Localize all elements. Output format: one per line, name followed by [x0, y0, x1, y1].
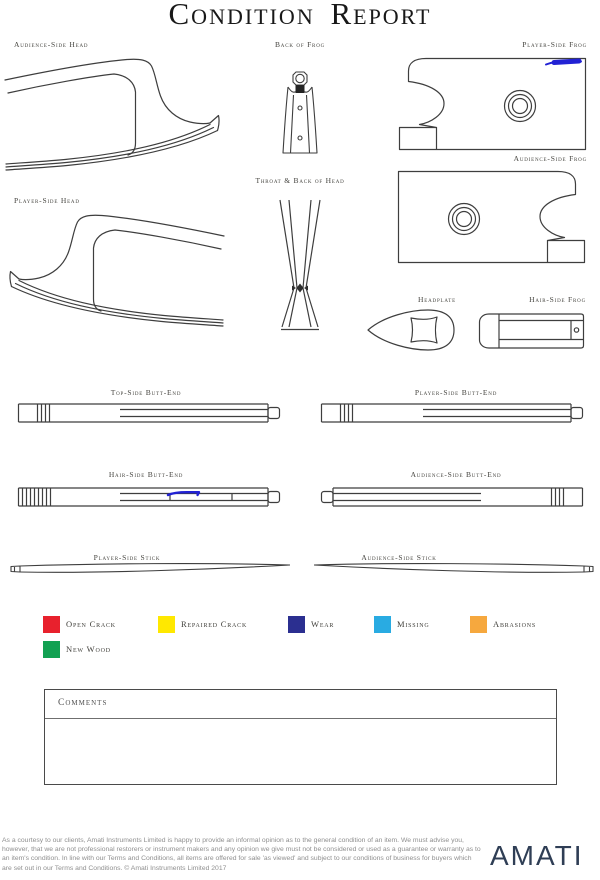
disclaimer-text: As a courtesy to our clients, Amati Instruments Limited is happy to provide an informal opinion as to the general condition of an item. We must advise you, however, that we are not professional restorers or instrument makers and any opinion we give must not be considered or used as a guarantee or warranty as to an item's condition. In line with our Terms and Conditions, all items are offered for sale 'as viewed' and subject to our conditions of business for buyers which are set out in our Terms and Conditions. © Amati Instruments Limited 2017 [2, 837, 481, 872]
butt-end-outline [322, 488, 583, 506]
label-throat-back-of-head: Throat & Back of Head [255, 176, 345, 185]
legend-item-abrasions [470, 616, 536, 633]
amati-logo: AMATI [490, 840, 584, 871]
comments-header [45, 690, 556, 719]
label-player-side-frog: Player-Side Frog [522, 40, 587, 49]
hair-side-frog-drawing [477, 312, 587, 350]
label-audience-side-stick: Audience-Side Stick [361, 553, 437, 562]
label-audience-side-butt-end: Audience-Side Butt-End [410, 470, 502, 479]
butt-end-outline [19, 488, 280, 506]
audience-side-butt-end-drawing [318, 482, 586, 512]
legend-item-open-crack [43, 616, 116, 633]
legend-label: Repaired Crack [181, 619, 248, 630]
audience-side-stick-drawing [311, 561, 596, 579]
wear-mark-player-side-frog [546, 61, 581, 65]
legend-item-new-wood [43, 641, 111, 658]
legend-label: Open Crack [66, 619, 116, 630]
label-audience-side-head: Audience-Side Head [14, 40, 89, 49]
label-hair-side-frog: Hair-Side Frog [529, 295, 586, 304]
butt-end-outline [322, 404, 583, 422]
label-top-side-butt-end: Top-Side Butt-End [110, 388, 182, 397]
legend-label: Missing [397, 619, 430, 630]
abrasions-swatch [470, 616, 487, 633]
back-of-frog-drawing [280, 70, 320, 158]
label-hair-side-butt-end: Hair-Side Butt-End [108, 470, 184, 479]
missing-swatch [374, 616, 391, 633]
frog-outline [399, 172, 585, 263]
top-side-butt-end-drawing [15, 398, 283, 428]
legend-label: Abrasions [493, 619, 537, 630]
comments-box [44, 689, 557, 785]
comments-title: Comments [58, 698, 108, 709]
label-back-of-frog: Back of Frog [274, 40, 326, 49]
wear-swatch [288, 616, 305, 633]
headplate-drawing [366, 306, 458, 354]
open-crack-swatch [43, 616, 60, 633]
butt-end-outline [19, 404, 280, 422]
page-title: Condition Report [168, 0, 432, 31]
repaired-crack-swatch [158, 616, 175, 633]
throat-back-of-head-drawing [272, 198, 328, 343]
player-side-butt-end-drawing [318, 398, 586, 428]
legend-label: Wear [311, 619, 335, 630]
player-side-head-drawing [4, 208, 226, 330]
stick-outline [314, 564, 593, 573]
label-player-side-head: Player-Side Head [14, 196, 80, 205]
legend-label: New Wood [66, 644, 111, 655]
player-side-frog-drawing [396, 55, 588, 153]
hair-side-butt-end-drawing [15, 482, 283, 512]
comments-input[interactable] [45, 719, 556, 790]
label-player-side-butt-end: Player-Side Butt-End [414, 388, 498, 397]
stick-outline [11, 564, 290, 573]
bow-head-outline [5, 59, 219, 170]
bow-head-outline [10, 215, 224, 326]
frog-outline [400, 59, 586, 150]
legend-item-missing [374, 616, 430, 633]
legend-item-wear [288, 616, 334, 633]
player-side-stick-drawing [8, 561, 293, 579]
audience-side-head-drawing [3, 52, 225, 174]
new-wood-swatch [43, 641, 60, 658]
legend-item-repaired-crack [158, 616, 247, 633]
label-audience-side-frog: Audience-Side Frog [513, 154, 587, 163]
label-headplate: Headplate [418, 295, 456, 304]
label-player-side-stick: Player-Side Stick [93, 553, 161, 562]
audience-side-frog-drawing [396, 168, 588, 266]
